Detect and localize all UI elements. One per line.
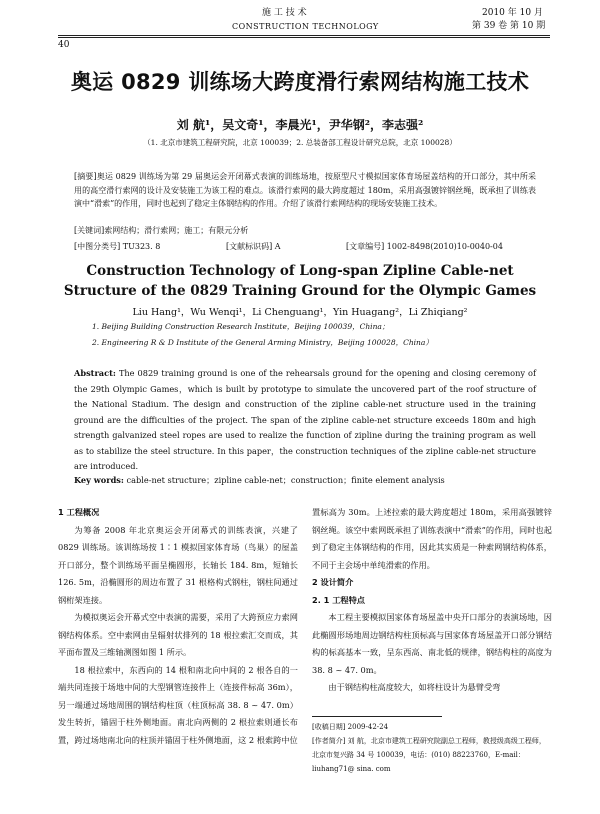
keywords-en xyxy=(74,475,536,486)
header-rule-thin xyxy=(58,37,550,38)
paper-title-cn: 奥运 0829 训练场大跨度滑行索网结构施工技术 xyxy=(70,70,530,94)
affiliation-en-1: 1. Beijing Building Construction Research Institute，Beijing 100039，China； xyxy=(92,322,390,331)
keywords-en-text: cable-net structure；zipline cable-net；construction；finite element analysis xyxy=(126,475,445,485)
issue-date: 2010 年 10 月 xyxy=(482,8,543,18)
document-code: [文献标识码] A xyxy=(226,242,281,251)
affiliation-en-2: 2. Engineering R & D Institute of the General Arming Ministry，Beijing 100028，China） xyxy=(92,338,433,347)
article-number: [文章编号] 1002-8498(2010)10-0040-04 xyxy=(346,242,503,251)
keywords-cn-label: [关键词] xyxy=(74,226,105,235)
keywords-en-label: Key words: xyxy=(74,475,124,485)
received-date: [收稿日期] 2009-42-24 xyxy=(312,723,389,731)
authors-en: Liu Hang¹，Wu Wenqi¹，Li Chenguang¹，Yin Huagang²，Li Zhiqiang² xyxy=(132,307,468,318)
authors-cn: 刘 航¹，吴文奇¹，李晨光¹，尹华钢²，李志强² xyxy=(176,118,424,132)
issue-volume: 第 39 卷 第 10 期 xyxy=(472,21,546,31)
author-info: [作者简介] 刘 航，北京市建筑工程研究院副总工程师，教授级高级工程师，北京市复兴路 34 号 100039，电话：(010) 88223760，E-mail：liuhang71@ sina. com xyxy=(312,737,546,773)
paragraph: 18 根拉索中，东西向的 14 根和南北向中间的 2 根各自的一端共同连接于场地中间的大型钢管连接件上（连接件标高 36m），另一端通过场地周围的钢结构柱顶（柱顶标高 38. 8 ~ 47. 0m）发生转折，锚固于柱外侧地面。南北向两侧的 2 根拉索则通长布置，跨过场地南北向的柱顶并锚固于柱外侧地面，这 2 根索跨中位 xyxy=(58,664,298,745)
paper-title-en xyxy=(40,261,560,301)
paragraph: 为筹备 2008 年北京奥运会开闭幕式的训练表演，兴建了 0829 训练场。该训练场按 1∶1 模拟国家体育场（鸟巢）的屋盖开口部分，整个训练场平面呈椭圆形，长轴长 184. 8m，短轴长 126. 5m，沿椭圆形的周边布置了 31 根格构式钢柱，钢柱间通过钢桁架连接。 xyxy=(58,524,298,605)
keywords-cn-text: 索网结构；滑行索网；施工；有限元分析 xyxy=(104,226,249,235)
body-right-column xyxy=(312,504,552,697)
abstract-en-label: Abstract: xyxy=(74,368,116,378)
page-number: 40 xyxy=(58,40,70,50)
journal-title-cn: 施 工 技 术 xyxy=(262,8,307,18)
section-2-heading: 2 设计简介 xyxy=(312,577,354,587)
section-1-heading: 1 工程概况 xyxy=(58,507,100,517)
paper-title-en-line2: Structure of the 0829 Training Ground for the Olympic Games xyxy=(63,283,537,299)
header-rule xyxy=(58,35,550,36)
paragraph: 本工程主要模拟国家体育场屋盖中央开口部分的表演场地，因此椭圆形场地周边钢结构柱顶标高与国家体育场屋盖开口部分钢结构的标高基本一致，呈东西高、南北低的规律，钢结构柱的高度为 38. 8 ~ 47. 0m。 xyxy=(312,612,552,675)
body-left-column xyxy=(58,504,298,749)
section-2-1-heading: 2. 1 工程特点 xyxy=(312,594,365,605)
paragraph: 为模拟奥运会开幕式空中表演的需要，采用了大跨预应力索网钢结构体系。空中索网由呈辐射状排列的 18 根拉索汇交而成，其平面布置及三维轴测图如图 1 所示。 xyxy=(58,612,298,657)
abstract-cn-label: [摘要] xyxy=(74,172,97,181)
paper-title-en-line1: Construction Technology of Long-span Zipline Cable-net xyxy=(86,263,514,279)
paragraph: 由于钢结构柱高度较大，如将柱设计为悬臂受弯 xyxy=(328,682,501,692)
footnote-rule xyxy=(312,716,442,717)
paragraph: 置标高为 30m。上述拉索的最大跨度超过 180m，采用高强镀锌钢丝绳。该空中索网既承担了训练表演中“滑索”的作用，同时也起到了稳定主体钢结构的作用，因此其实质是一种索网钢结构体系，不同于主会场中单纯滑索的作用。 xyxy=(312,507,552,570)
journal-title-en: CONSTRUCTION TECHNOLOGY xyxy=(232,22,379,31)
abstract-cn-text: 奥运 0829 训练场为第 29 届奥运会开闭幕式表演的训练场地，按原型尺寸模拟国家体育场屋盖结构的开口部分，其中所采用的高空滑行索网的设计及安装施工为该工程的难点。该滑行索网的最大跨度超过 180m，采用高强镀锌钢丝绳，既承担了训练表演中“滑索”的作用，同时也起到了稳定主体钢结构的作用。介绍了该滑行索网结构的现场安装施工技术。 xyxy=(74,172,536,208)
abstract-en xyxy=(74,366,536,475)
abstract-cn xyxy=(74,170,536,211)
abstract-en-text: The 0829 training ground is one of the rehearsals ground for the opening and closing ceremony of the 29th Olympic Games，which is built by prototype to simulate the uncovered part of the roof structure of the National Stadium. The design and construction of the zipline cable-net structure used in the training ground are the difficulties of the project. The span of the zipline cable-net structure exceeds 180m and high strength galvanized steel ropes are used to realize the function of zipline during the training program as well as to stabilize the steel structure. In this paper，the construction techniques of the zipline cable-net structure are introduced. xyxy=(74,368,536,471)
clc-number: [中图分类号] TU323. 8 xyxy=(74,242,161,251)
keywords-cn xyxy=(74,225,536,237)
affiliations-cn: （1. 北京市建筑工程研究院，北京 100039；2. 总装备部工程设计研究总院，北京 100028） xyxy=(143,138,457,147)
footnote xyxy=(312,720,552,776)
